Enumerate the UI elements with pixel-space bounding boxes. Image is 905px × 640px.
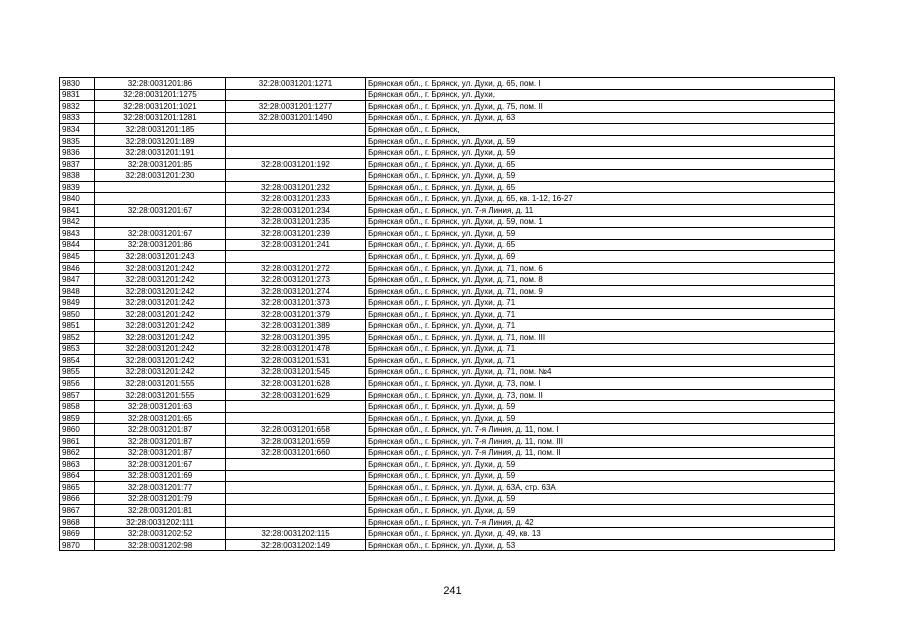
row-number-cell: 9869 [60, 528, 95, 540]
table-row [60, 389, 835, 401]
object-number-cell: 32:28:0031201:478 [226, 343, 366, 355]
row-number-cell: 9859 [60, 412, 95, 424]
object-number-cell: 32:28:0031201:373 [226, 297, 366, 309]
address-cell: Брянская обл., г. Брянск, ул. Духи, д. 71 [366, 355, 835, 367]
table-row [60, 424, 835, 436]
object-number-cell [226, 470, 366, 482]
object-number-cell: 32:28:0031201:235 [226, 216, 366, 228]
address-cell: Брянская обл., г. Брянск, ул. Духи, д. 71, пом. 8 [366, 274, 835, 286]
address-cell: Брянская обл., г. Брянск, ул. Духи, д. 59, пом. 1 [366, 216, 835, 228]
row-number-cell: 9868 [60, 516, 95, 528]
table-row [60, 251, 835, 263]
parcel-number-cell: 32:28:0031201:87 [95, 424, 226, 436]
address-cell: Брянская обл., г. Брянск, ул. 7-я Линия, д. 11, пом. II [366, 447, 835, 459]
object-number-cell: 32:28:0031201:272 [226, 262, 366, 274]
table-row [60, 193, 835, 205]
row-number-cell: 9831 [60, 89, 95, 101]
object-number-cell [226, 251, 366, 263]
address-cell: Брянская обл., г. Брянск, ул. Духи, д. 59 [366, 401, 835, 413]
object-number-cell: 32:28:0031201:1271 [226, 78, 366, 90]
address-cell: Брянская обл., г. Брянск, ул. Духи, д. 65, кв. 1-12, 16-27 [366, 193, 835, 205]
row-number-cell: 9864 [60, 470, 95, 482]
address-cell: Брянская обл., г. Брянск, ул. Духи, д. 59 [366, 459, 835, 471]
object-number-cell: 32:28:0031201:389 [226, 320, 366, 332]
object-number-cell [226, 135, 366, 147]
row-number-cell: 9846 [60, 262, 95, 274]
table-row [60, 539, 835, 551]
object-number-cell: 32:28:0031201:379 [226, 308, 366, 320]
address-cell: Брянская обл., г. Брянск, ул. Духи, д. 59 [366, 493, 835, 505]
object-number-cell: 32:28:0031201:658 [226, 424, 366, 436]
row-number-cell: 9842 [60, 216, 95, 228]
object-number-cell: 32:28:0031201:241 [226, 239, 366, 251]
address-cell: Брянская обл., г. Брянск, ул. 7-я Линия, д. 11 [366, 205, 835, 217]
table-row [60, 378, 835, 390]
table-row [60, 447, 835, 459]
parcel-number-cell: 32:28:0031201:77 [95, 482, 226, 494]
address-cell: Брянская обл., г. Брянск, ул. Духи, д. 73, пом. I [366, 378, 835, 390]
row-number-cell: 9856 [60, 378, 95, 390]
table-row [60, 228, 835, 240]
row-number-cell: 9832 [60, 101, 95, 113]
parcel-number-cell: 32:28:0031201:242 [95, 355, 226, 367]
object-number-cell: 32:28:0031201:629 [226, 389, 366, 401]
address-cell: Брянская обл., г. Брянск, ул. Духи, д. 71, пом. III [366, 332, 835, 344]
object-number-cell: 32:28:0031201:273 [226, 274, 366, 286]
row-number-cell: 9843 [60, 228, 95, 240]
parcel-number-cell: 32:28:0031201:230 [95, 170, 226, 182]
object-number-cell: 32:28:0031201:659 [226, 435, 366, 447]
address-cell: Брянская обл., г. Брянск, ул. 7-я Линия, д. 11, пом. III [366, 435, 835, 447]
parcel-number-cell: 32:28:0031201:555 [95, 378, 226, 390]
table-row [60, 274, 835, 286]
parcel-number-cell: 32:28:0031201:86 [95, 239, 226, 251]
parcel-number-cell: 32:28:0031201:1021 [95, 101, 226, 113]
table-row [60, 320, 835, 332]
cadastral-table-body [60, 78, 835, 551]
table-row [60, 147, 835, 159]
table-row [60, 401, 835, 413]
address-cell: Брянская обл., г. Брянск, ул. Духи, д. 59 [366, 170, 835, 182]
row-number-cell: 9861 [60, 435, 95, 447]
row-number-cell: 9849 [60, 297, 95, 309]
cadastral-table [59, 77, 835, 551]
address-cell: Брянская обл., г. Брянск, ул. Духи, д. 71 [366, 308, 835, 320]
table-row [60, 216, 835, 228]
table-row [60, 112, 835, 124]
parcel-number-cell: 32:28:0031201:67 [95, 228, 226, 240]
row-number-cell: 9835 [60, 135, 95, 147]
row-number-cell: 9848 [60, 285, 95, 297]
parcel-number-cell: 32:28:0031201:67 [95, 459, 226, 471]
table-row [60, 435, 835, 447]
row-number-cell: 9844 [60, 239, 95, 251]
parcel-number-cell: 32:28:0031201:81 [95, 505, 226, 517]
row-number-cell: 9837 [60, 158, 95, 170]
address-cell: Брянская обл., г. Брянск, ул. Духи, д. 71 [366, 343, 835, 355]
table-row [60, 285, 835, 297]
row-number-cell: 9845 [60, 251, 95, 263]
table-row [60, 505, 835, 517]
row-number-cell: 9865 [60, 482, 95, 494]
object-number-cell: 32:28:0031201:233 [226, 193, 366, 205]
parcel-number-cell: 32:28:0031201:87 [95, 435, 226, 447]
parcel-number-cell: 32:28:0031202:98 [95, 539, 226, 551]
parcel-number-cell [95, 193, 226, 205]
object-number-cell: 32:28:0031201:660 [226, 447, 366, 459]
parcel-number-cell: 32:28:0031201:185 [95, 124, 226, 136]
object-number-cell [226, 401, 366, 413]
row-number-cell: 9833 [60, 112, 95, 124]
parcel-number-cell: 32:28:0031201:1275 [95, 89, 226, 101]
table-row [60, 412, 835, 424]
parcel-number-cell: 32:28:0031201:242 [95, 308, 226, 320]
address-cell: Брянская обл., г. Брянск, ул. Духи, д. 59 [366, 228, 835, 240]
object-number-cell [226, 89, 366, 101]
row-number-cell: 9838 [60, 170, 95, 182]
table-row [60, 262, 835, 274]
parcel-number-cell [95, 216, 226, 228]
parcel-number-cell: 32:28:0031201:242 [95, 320, 226, 332]
object-number-cell: 32:28:0031201:239 [226, 228, 366, 240]
row-number-cell: 9866 [60, 493, 95, 505]
address-cell: Брянская обл., г. Брянск, ул. Духи, д. 59 [366, 135, 835, 147]
parcel-number-cell: 32:28:0031201:87 [95, 447, 226, 459]
address-cell: Брянская обл., г. Брянск, ул. Духи, д. 71, пом. №4 [366, 366, 835, 378]
parcel-number-cell: 32:28:0031201:555 [95, 389, 226, 401]
row-number-cell: 9847 [60, 274, 95, 286]
parcel-number-cell: 32:28:0031201:1281 [95, 112, 226, 124]
parcel-number-cell: 32:28:0031201:85 [95, 158, 226, 170]
table-row [60, 158, 835, 170]
parcel-number-cell: 32:28:0031202:52 [95, 528, 226, 540]
parcel-number-cell: 32:28:0031201:65 [95, 412, 226, 424]
parcel-number-cell: 32:28:0031201:242 [95, 274, 226, 286]
row-number-cell: 9852 [60, 332, 95, 344]
object-number-cell [226, 516, 366, 528]
object-number-cell [226, 124, 366, 136]
table-row [60, 332, 835, 344]
parcel-number-cell [95, 181, 226, 193]
row-number-cell: 9863 [60, 459, 95, 471]
parcel-number-cell: 32:28:0031201:242 [95, 297, 226, 309]
table-row [60, 516, 835, 528]
object-number-cell [226, 493, 366, 505]
address-cell: Брянская обл., г. Брянск, ул. Духи, д. 71 [366, 320, 835, 332]
address-cell: Брянская обл., г. Брянск, ул. Духи, д. 63А, стр. 63А [366, 482, 835, 494]
address-cell: Брянская обл., г. Брянск, ул. Духи, д. 69 [366, 251, 835, 263]
object-number-cell: 32:28:0031201:1277 [226, 101, 366, 113]
row-number-cell: 9853 [60, 343, 95, 355]
table-row [60, 78, 835, 90]
table-row [60, 101, 835, 113]
row-number-cell: 9830 [60, 78, 95, 90]
object-number-cell [226, 412, 366, 424]
page-number: 241 [443, 585, 462, 597]
row-number-cell: 9858 [60, 401, 95, 413]
row-number-cell: 9841 [60, 205, 95, 217]
table-row [60, 528, 835, 540]
object-number-cell: 32:28:0031201:274 [226, 285, 366, 297]
object-number-cell: 32:28:0031201:192 [226, 158, 366, 170]
row-number-cell: 9850 [60, 308, 95, 320]
object-number-cell [226, 482, 366, 494]
table-row [60, 470, 835, 482]
address-cell: Брянская обл., г. Брянск, ул. Духи, д. 71 [366, 297, 835, 309]
object-number-cell: 32:28:0031201:628 [226, 378, 366, 390]
parcel-number-cell: 32:28:0031201:189 [95, 135, 226, 147]
object-number-cell: 32:28:0031201:232 [226, 181, 366, 193]
row-number-cell: 9862 [60, 447, 95, 459]
table-row [60, 355, 835, 367]
address-cell: Брянская обл., г. Брянск, ул. Духи, д. 65 [366, 158, 835, 170]
parcel-number-cell: 32:28:0031201:242 [95, 262, 226, 274]
parcel-number-cell: 32:28:0031202:111 [95, 516, 226, 528]
row-number-cell: 9839 [60, 181, 95, 193]
parcel-number-cell: 32:28:0031201:79 [95, 493, 226, 505]
object-number-cell [226, 170, 366, 182]
address-cell: Брянская обл., г. Брянск, ул. Духи, д. 65 [366, 239, 835, 251]
address-cell: Брянская обл., г. Брянск, ул. Духи, д. 59 [366, 147, 835, 159]
table-row [60, 170, 835, 182]
parcel-number-cell: 32:28:0031201:242 [95, 285, 226, 297]
address-cell: Брянская обл., г. Брянск, ул. Духи, д. 65, пом. I [366, 78, 835, 90]
parcel-number-cell: 32:28:0031201:86 [95, 78, 226, 90]
object-number-cell [226, 459, 366, 471]
address-cell: Брянская обл., г. Брянск, [366, 124, 835, 136]
parcel-number-cell: 32:28:0031201:243 [95, 251, 226, 263]
table-row [60, 89, 835, 101]
object-number-cell: 32:28:0031201:234 [226, 205, 366, 217]
table-row [60, 205, 835, 217]
object-number-cell [226, 147, 366, 159]
table-row [60, 343, 835, 355]
row-number-cell: 9851 [60, 320, 95, 332]
address-cell: Брянская обл., г. Брянск, ул. Духи, [366, 89, 835, 101]
table-row [60, 493, 835, 505]
table-row [60, 366, 835, 378]
address-cell: Брянская обл., г. Брянск, ул. Духи, д. 73, пом. II [366, 389, 835, 401]
address-cell: Брянская обл., г. Брянск, ул. Духи, д. 63 [366, 112, 835, 124]
table-row [60, 124, 835, 136]
table-row [60, 482, 835, 494]
row-number-cell: 9855 [60, 366, 95, 378]
address-cell: Брянская обл., г. Брянск, ул. Духи, д. 65 [366, 181, 835, 193]
parcel-number-cell: 32:28:0031201:242 [95, 332, 226, 344]
parcel-number-cell: 32:28:0031201:67 [95, 205, 226, 217]
row-number-cell: 9860 [60, 424, 95, 436]
object-number-cell: 32:28:0031202:149 [226, 539, 366, 551]
object-number-cell: 32:28:0031202:115 [226, 528, 366, 540]
address-cell: Брянская обл., г. Брянск, ул. Духи, д. 71, пом. 9 [366, 285, 835, 297]
address-cell: Брянская обл., г. Брянск, ул. Духи, д. 59 [366, 470, 835, 482]
row-number-cell: 9834 [60, 124, 95, 136]
object-number-cell: 32:28:0031201:1490 [226, 112, 366, 124]
parcel-number-cell: 32:28:0031201:191 [95, 147, 226, 159]
address-cell: Брянская обл., г. Брянск, ул. 7-я Линия, д. 42 [366, 516, 835, 528]
object-number-cell: 32:28:0031201:545 [226, 366, 366, 378]
address-cell: Брянская обл., г. Брянск, ул. Духи, д. 71, пом. 6 [366, 262, 835, 274]
table-row [60, 297, 835, 309]
row-number-cell: 9854 [60, 355, 95, 367]
table-row [60, 308, 835, 320]
table-row [60, 239, 835, 251]
object-number-cell [226, 505, 366, 517]
address-cell: Брянская обл., г. Брянск, ул. Духи, д. 59 [366, 505, 835, 517]
row-number-cell: 9836 [60, 147, 95, 159]
table-row [60, 181, 835, 193]
table-row [60, 459, 835, 471]
address-cell: Брянская обл., г. Брянск, ул. Духи, д. 53 [366, 539, 835, 551]
row-number-cell: 9867 [60, 505, 95, 517]
address-cell: Брянская обл., г. Брянск, ул. Духи, д. 75, пом. II [366, 101, 835, 113]
parcel-number-cell: 32:28:0031201:63 [95, 401, 226, 413]
row-number-cell: 9870 [60, 539, 95, 551]
row-number-cell: 9857 [60, 389, 95, 401]
address-cell: Брянская обл., г. Брянск, ул. Духи, д. 49, кв. 13 [366, 528, 835, 540]
row-number-cell: 9840 [60, 193, 95, 205]
address-cell: Брянская обл., г. Брянск, ул. 7-я Линия, д. 11, пом. I [366, 424, 835, 436]
address-cell: Брянская обл., г. Брянск, ул. Духи, д. 59 [366, 412, 835, 424]
parcel-number-cell: 32:28:0031201:242 [95, 366, 226, 378]
object-number-cell: 32:28:0031201:531 [226, 355, 366, 367]
parcel-number-cell: 32:28:0031201:242 [95, 343, 226, 355]
parcel-number-cell: 32:28:0031201:69 [95, 470, 226, 482]
table-row [60, 135, 835, 147]
object-number-cell: 32:28:0031201:395 [226, 332, 366, 344]
